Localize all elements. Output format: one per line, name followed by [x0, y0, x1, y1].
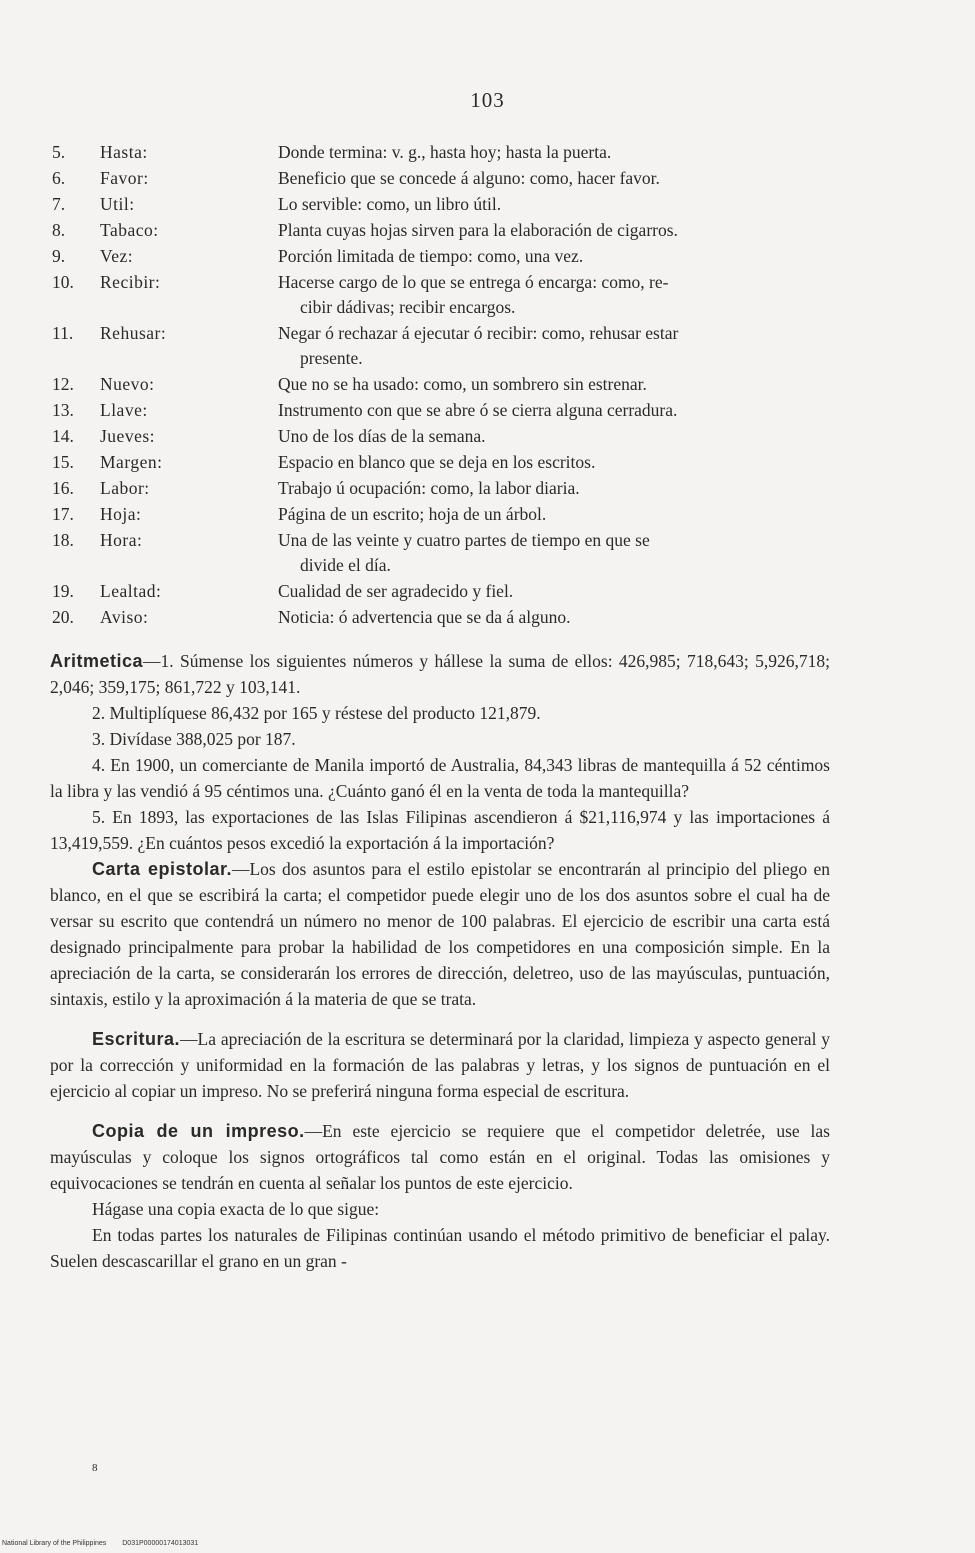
vocab-definition	[278, 372, 852, 397]
vocab-definition-line: Que no se ha usado: como, un sombrero sin estrenar.	[278, 374, 647, 394]
vocab-definition-line: presente.	[300, 348, 363, 368]
vocab-number: 18.	[52, 530, 74, 550]
footer-note	[2, 1540, 212, 1547]
vocab-number: 6.	[52, 168, 66, 188]
vocab-definition	[278, 192, 852, 217]
vocab-definition-line: Porción limitada de tiempo: como, una vez.	[278, 246, 584, 266]
copia-sample-text: En todas partes los naturales de Filipinas continúan usando el método primitivo de beneficiar el palay. Suelen descascarillar el grano en un gran -	[50, 1225, 830, 1271]
vocab-number: 7.	[52, 194, 66, 214]
page-number: 103	[470, 88, 505, 112]
vocab-number: 12.	[52, 374, 74, 394]
vocab-number: 9.	[52, 246, 66, 266]
aritmetica-heading: Aritmetica	[50, 651, 144, 671]
vocab-entry	[52, 528, 852, 578]
copia-text: —En este ejercicio se requiere que el competidor deletrée, use las mayúsculas y coloque los signos ortográficos tal como están en el original. Todas las omisiones y equivocaciones se tendrán en cuenta al señalar los puntos de este ejercicio.	[50, 1121, 830, 1193]
vocab-number: 15.	[52, 452, 74, 472]
vocab-word: Hoja:	[100, 504, 142, 524]
vocab-definition	[278, 605, 852, 630]
vocab-entry	[52, 579, 852, 604]
aritmetica-item-4: 4. En 1900, un comerciante de Manila importó de Australia, 84,343 libras de mantequilla á 52 céntimos la libra y las vendió á 95 céntimos una. ¿Cuánto ganó él en la venta de toda la mantequilla?	[50, 755, 830, 801]
vocab-word: Aviso:	[100, 607, 149, 627]
vocab-definition-line: Beneficio que se concede á alguno: como, hacer favor.	[278, 168, 660, 188]
escritura-text: —La apreciación de la escritura se determinará por la claridad, limpieza y aspecto general y por la corrección y uniformidad en la formación de las palabras y letras, y los signos de puntuación en el ejercicio al copiar un impreso. No se preferirá ninguna forma especial de escritura.	[50, 1029, 830, 1101]
signature-mark: 8	[92, 1462, 98, 1474]
copia-paragraph	[50, 1118, 830, 1196]
vocab-definition-line: Uno de los días de la semana.	[278, 426, 486, 446]
vocab-definition-line: Hacerse cargo de lo que se entrega ó encarga: como, re-	[278, 272, 669, 292]
vocab-entry	[52, 372, 852, 397]
vocab-definition-line: Instrumento con que se abre ó se cierra alguna cerradura.	[278, 400, 678, 420]
vocab-entry	[52, 321, 852, 371]
vocab-definition-line: Planta cuyas hojas sirven para la elaboración de cigarros.	[278, 220, 678, 240]
vocab-entry	[52, 502, 852, 527]
carta-heading: Carta epistolar.	[92, 859, 232, 879]
vocab-word: Recibir:	[100, 272, 161, 292]
vocab-word: Labor:	[100, 478, 150, 498]
vocab-number: 8.	[52, 220, 66, 240]
vocab-definition-line: Espacio en blanco que se deja en los escritos.	[278, 452, 596, 472]
copia-heading: Copia de un impreso.	[92, 1121, 305, 1141]
vocab-entry	[52, 166, 852, 191]
vocab-definition	[278, 166, 852, 191]
vocab-word: Util:	[100, 194, 135, 214]
vocab-number: 11.	[52, 323, 74, 343]
vocab-word: Favor:	[100, 168, 149, 188]
vocab-entry	[52, 398, 852, 423]
vocab-number: 13.	[52, 400, 74, 420]
vocab-definition	[278, 450, 852, 475]
vocab-definition-line: Página de un escrito; hoja de un árbol.	[278, 504, 547, 524]
vocab-definition-line: divide el día.	[300, 555, 391, 575]
vocab-definition	[278, 502, 852, 527]
carta-paragraph	[50, 856, 830, 1012]
footer-library: National Library of the Philippines	[2, 1540, 107, 1547]
vocab-word: Hora:	[100, 530, 143, 550]
vocab-definition	[278, 579, 852, 604]
vocab-definition-line: Una de las veinte y cuatro partes de tiempo en que se	[278, 530, 650, 550]
vocab-definition	[278, 321, 852, 371]
vocab-entry	[52, 192, 852, 217]
vocab-entry	[52, 424, 852, 449]
aritmetica-item-3: 3. Divídase 388,025 por 187.	[92, 729, 296, 749]
vocab-entry	[52, 218, 852, 243]
vocab-entry	[52, 476, 852, 501]
vocab-number: 19.	[52, 581, 74, 601]
vocab-definition	[278, 244, 852, 269]
carta-text: —Los dos asuntos para el estilo epistolar se encontrarán al principio del pliego en blanco, en el que se escribirá la carta; el competidor puede elegir uno de los dos asuntos sobre el cual ha de versar su escrito que contendrá un número no menor de 100 palabras. El ejercicio de escribir una carta está designado principalmente para probar la habilidad de los competidores en una composición simple. En la apreciación de la carta, se considerarán los errores de dirección, deletreo, uso de las mayúsculas, puntuación, sintaxis, estilo y la aproximación á la materia de que se trata.	[50, 859, 830, 1009]
vocab-definition-line: Donde termina: v. g., hasta hoy; hasta la puerta.	[278, 142, 612, 162]
vocab-word: Margen:	[100, 452, 163, 472]
vocab-definition	[278, 398, 852, 423]
vocab-definition	[278, 528, 852, 578]
vocab-definition-line: Cualidad de ser agradecido y fiel.	[278, 581, 514, 601]
vocab-entry	[52, 140, 852, 165]
escritura-paragraph	[50, 1026, 830, 1104]
vocab-entry	[52, 605, 852, 630]
vocab-word: Rehusar:	[100, 323, 167, 343]
vocab-word: Llave:	[100, 400, 148, 420]
aritmetica-item-1: —1. Súmense los siguientes números y hállese la suma de ellos: 426,985; 718,643; 5,926,718; 2,046; 359,175; 861,722 y 103,141.	[50, 651, 830, 697]
vocab-definition-line: Negar ó rechazar á ejecutar ó recibir: como, rehusar estar	[278, 323, 679, 343]
aritmetica-item-5: 5. En 1893, las exportaciones de las Islas Filipinas ascendieron á $21,116,974 y las importaciones á 13,419,559. ¿En cuántos pesos excedió la exportación á la importación?	[50, 807, 830, 853]
vocab-word: Jueves:	[100, 426, 156, 446]
vocab-word: Hasta:	[100, 142, 148, 162]
vocab-word: Tabaco:	[100, 220, 159, 240]
vocab-definition	[278, 218, 852, 243]
aritmetica-paragraph	[50, 648, 830, 700]
vocab-word: Vez:	[100, 246, 134, 266]
vocab-number: 10.	[52, 272, 74, 292]
vocab-definition-line: cibir dádivas; recibir encargos.	[300, 297, 516, 317]
vocab-definition-line: Noticia: ó advertencia que se da á alguno.	[278, 607, 571, 627]
vocab-entry	[52, 270, 852, 320]
vocab-word: Lealtad:	[100, 581, 162, 601]
vocab-number: 14.	[52, 426, 74, 446]
vocabulary-list	[52, 140, 852, 631]
vocab-number: 20.	[52, 607, 74, 627]
copia-instruction: Hágase una copia exacta de lo que sigue:	[92, 1199, 380, 1219]
aritmetica-item-2: 2. Multiplíquese 86,432 por 165 y réstese del producto 121,879.	[92, 703, 541, 723]
footer-code: D031P00000174013031	[122, 1540, 199, 1547]
vocab-definition	[278, 140, 852, 165]
vocab-number: 16.	[52, 478, 74, 498]
body-text	[50, 648, 830, 1274]
vocab-definition	[278, 476, 852, 501]
vocab-definition-line: Trabajo ú ocupación: como, la labor diaria.	[278, 478, 580, 498]
escritura-heading: Escritura.	[92, 1029, 181, 1049]
vocab-word: Nuevo:	[100, 374, 155, 394]
vocab-entry	[52, 450, 852, 475]
vocab-number: 5.	[52, 142, 66, 162]
vocab-definition	[278, 270, 852, 320]
vocab-definition	[278, 424, 852, 449]
vocab-number: 17.	[52, 504, 74, 524]
vocab-entry	[52, 244, 852, 269]
vocab-definition-line: Lo servible: como, un libro útil.	[278, 194, 502, 214]
